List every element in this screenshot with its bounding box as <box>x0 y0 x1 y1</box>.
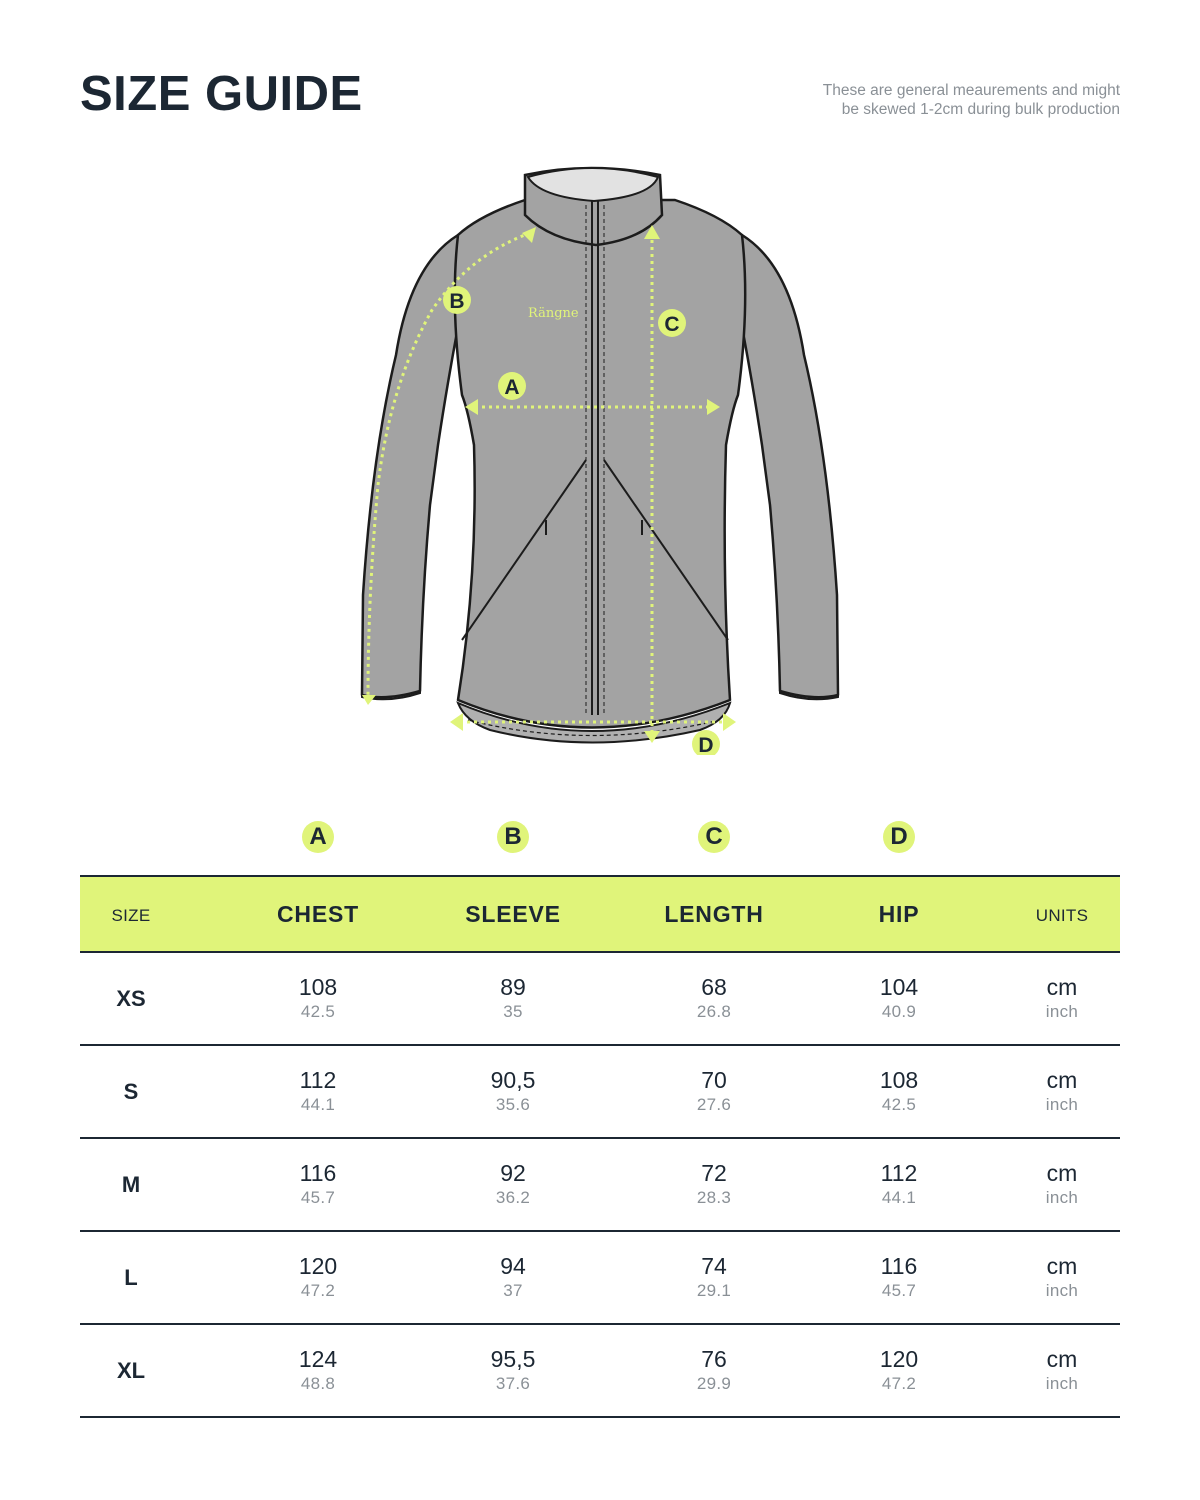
sleeve-cm: 95,5 <box>490 1346 536 1372</box>
unit-inch: inch <box>1045 1281 1079 1300</box>
length-cm: 76 <box>701 1346 727 1372</box>
size-label: XL <box>116 1357 146 1383</box>
chest-inch: 45.7 <box>300 1188 336 1207</box>
hip-inch: 44.1 <box>881 1188 917 1207</box>
column-badge-a: A <box>302 821 334 853</box>
measurement-disclaimer <box>823 81 1120 119</box>
unit-inch: inch <box>1045 1002 1079 1021</box>
column-badge-b: B <box>497 821 529 853</box>
length-inch: 29.9 <box>696 1374 732 1393</box>
sleeve-inch: 36.2 <box>495 1188 531 1207</box>
unit-cm: cm <box>1046 1160 1078 1186</box>
table-row <box>80 1046 1120 1139</box>
header-chest: CHEST <box>277 900 359 927</box>
jacket-illustration <box>350 155 850 755</box>
marker-c-label: C <box>664 313 680 336</box>
header-length: LENGTH <box>664 900 764 927</box>
length-inch: 29.1 <box>696 1281 732 1300</box>
hip-inch: 47.2 <box>881 1374 917 1393</box>
chest-inch: 44.1 <box>300 1095 336 1114</box>
table-row <box>80 1325 1120 1418</box>
chest-cm: 116 <box>299 1160 337 1186</box>
hip-inch: 40.9 <box>881 1002 917 1021</box>
size-label: L <box>124 1264 138 1290</box>
column-badge-c: C <box>698 821 730 853</box>
jacket-body <box>455 200 745 728</box>
marker-d-label: D <box>698 734 714 755</box>
chest-inch: 42.5 <box>300 1002 336 1021</box>
size-label: S <box>123 1078 139 1104</box>
unit-inch: inch <box>1045 1095 1079 1114</box>
unit-cm: cm <box>1046 1346 1078 1372</box>
header-sleeve: SLEEVE <box>465 900 561 927</box>
unit-inch: inch <box>1045 1188 1079 1207</box>
table-row <box>80 953 1120 1046</box>
unit-inch: inch <box>1045 1374 1079 1393</box>
sleeve-cm: 89 <box>500 974 526 1000</box>
page-title: SIZE GUIDE <box>80 67 363 121</box>
chest-cm: 124 <box>298 1346 338 1372</box>
column-badge-d: D <box>883 821 915 853</box>
length-inch: 26.8 <box>696 1002 732 1021</box>
chest-cm: 120 <box>298 1253 338 1279</box>
marker-c <box>658 309 686 337</box>
header-units: UNITS <box>1035 906 1089 925</box>
disclaimer-line-2: be skewed 1-2cm during bulk production <box>841 101 1120 118</box>
sleeve-inch: 35.6 <box>495 1095 531 1114</box>
table-row <box>80 1232 1120 1325</box>
table-row <box>80 1139 1120 1232</box>
length-cm: 74 <box>701 1253 727 1279</box>
unit-cm: cm <box>1046 1067 1078 1093</box>
chest-inch: 48.8 <box>300 1374 336 1393</box>
sleeve-inch: 35 <box>503 1002 523 1021</box>
chest-inch: 47.2 <box>300 1281 336 1300</box>
chest-cm: 108 <box>298 974 338 1000</box>
hip-cm: 108 <box>879 1067 919 1093</box>
marker-a <box>498 372 526 400</box>
disclaimer-line-1: These are general meaurements and might <box>822 82 1120 99</box>
length-cm: 68 <box>701 974 727 1000</box>
size-label: M <box>121 1171 141 1197</box>
sleeve-inch: 37 <box>503 1281 523 1300</box>
hip-cm: 112 <box>880 1160 918 1186</box>
sleeve-cm: 90,5 <box>490 1067 536 1093</box>
marker-d <box>692 730 720 755</box>
sleeve-cm: 94 <box>500 1253 526 1279</box>
table-header <box>80 875 1120 953</box>
header-hip: HIP <box>878 900 920 927</box>
length-inch: 28.3 <box>696 1188 732 1207</box>
hip-inch: 42.5 <box>881 1095 917 1114</box>
hip-cm: 104 <box>879 974 919 1000</box>
size-label: XS <box>116 985 146 1011</box>
hip-cm: 120 <box>879 1346 919 1372</box>
length-cm: 72 <box>701 1160 727 1186</box>
marker-a-label: A <box>504 376 520 399</box>
length-inch: 27.6 <box>696 1095 732 1114</box>
chest-cm: 112 <box>299 1067 337 1093</box>
right-sleeve <box>732 235 838 697</box>
length-cm: 70 <box>701 1067 727 1093</box>
unit-cm: cm <box>1046 1253 1078 1279</box>
sleeve-inch: 37.6 <box>495 1374 531 1393</box>
brand-logo: Rängne <box>528 306 579 321</box>
hip-cm: 116 <box>880 1253 918 1279</box>
marker-b <box>443 286 471 314</box>
hip-inch: 45.7 <box>881 1281 917 1300</box>
marker-b-label: B <box>449 290 465 313</box>
unit-cm: cm <box>1046 974 1078 1000</box>
sleeve-cm: 92 <box>500 1160 526 1186</box>
size-table <box>80 875 1120 1418</box>
header-size: SIZE <box>111 906 151 925</box>
